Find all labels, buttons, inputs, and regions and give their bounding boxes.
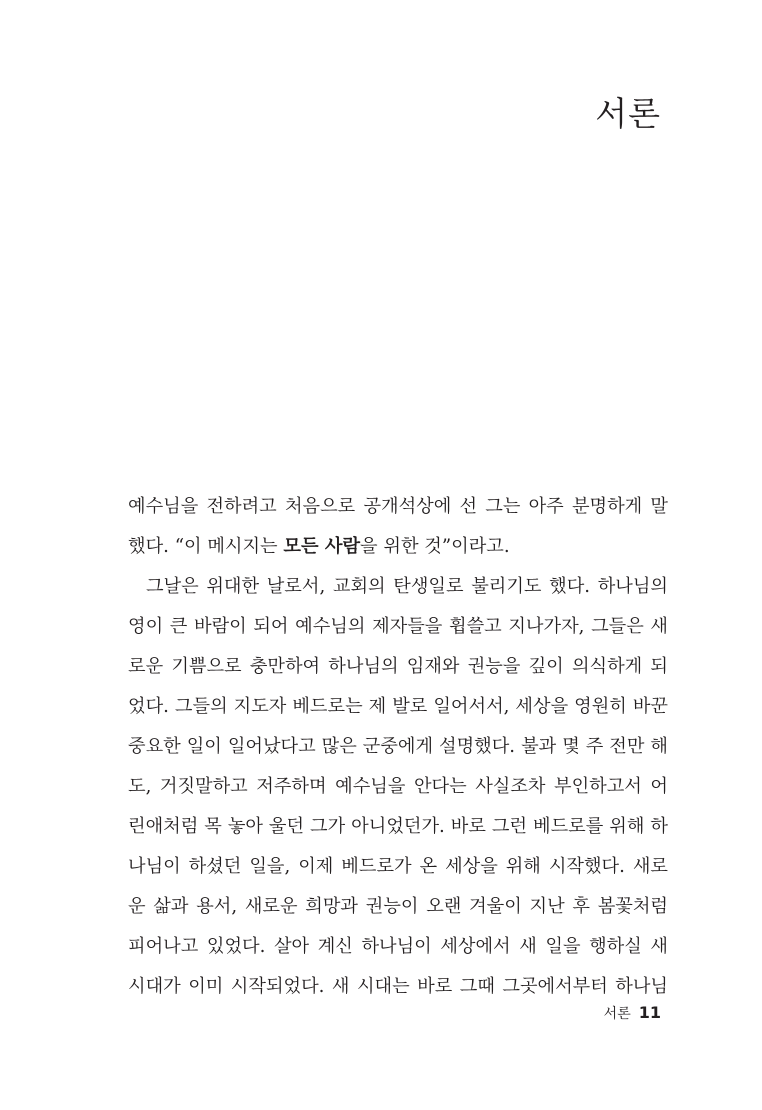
body-text [128,487,668,1007]
paragraph-2-line-1: 그날은 위대한 날로서, 교회의 탄생일로 불리기도 했다. 하나님의 [146,576,668,597]
paragraph-2-line-11: 시대가 이미 시작되었다. 새 시대는 바로 그때 그곳에서부터 하나님 [128,976,668,997]
paragraph-2-line-2: 영이 큰 바람이 되어 예수님의 제자들을 휩쓸고 지나가자, 그들은 새 [128,616,668,637]
chapter-title: 서론 [595,94,661,133]
quote-intro: 했다. “이 메시지는 [128,536,284,557]
paragraph-2-line-3: 로운 기쁨으로 충만하여 하나님의 임재와 권능을 깊이 의식하게 되 [128,656,668,677]
paragraph-2-line-5: 중요한 일이 일어났다고 많은 군중에게 설명했다. 불과 몇 주 전만 해 [128,736,668,757]
paragraph-1-line-1: 예수님을 전하려고 처음으로 공개석상에 선 그는 아주 분명하게 말 [128,496,668,517]
paragraph-2-line-7: 린애처럼 목 놓아 울던 그가 아니었던가. 바로 그런 베드로를 위해 하 [128,816,668,837]
emphasis-all-people: 모든 사람 [283,536,361,557]
paragraph-1-line-2 [128,527,668,567]
paragraph-2-line-9: 운 삶과 용서, 새로운 희망과 권능이 오랜 겨울이 지난 후 봄꽃처럼 [128,896,668,917]
paragraph-2-line-8: 나님이 하셨던 일을, 이제 베드로가 온 세상을 위해 시작했다. 새로 [128,856,668,877]
paragraph-2-line-10: 피어나고 있었다. 살아 계신 하나님이 세상에서 새 일을 행하실 새 [128,936,668,957]
running-section-title: 서론 [603,1006,631,1022]
quote-end: 을 위한 것”이라고. [360,536,510,557]
page-footer [604,1003,661,1023]
paragraph-2-line-6: 도, 거짓말하고 저주하며 예수님을 안다는 사실조차 부인하고서 어 [128,776,668,797]
page-number: 11 [638,1003,661,1022]
paragraph-2-line-4: 었다. 그들의 지도자 베드로는 제 발로 일어서서, 세상을 영원히 바꾼 [128,696,668,717]
